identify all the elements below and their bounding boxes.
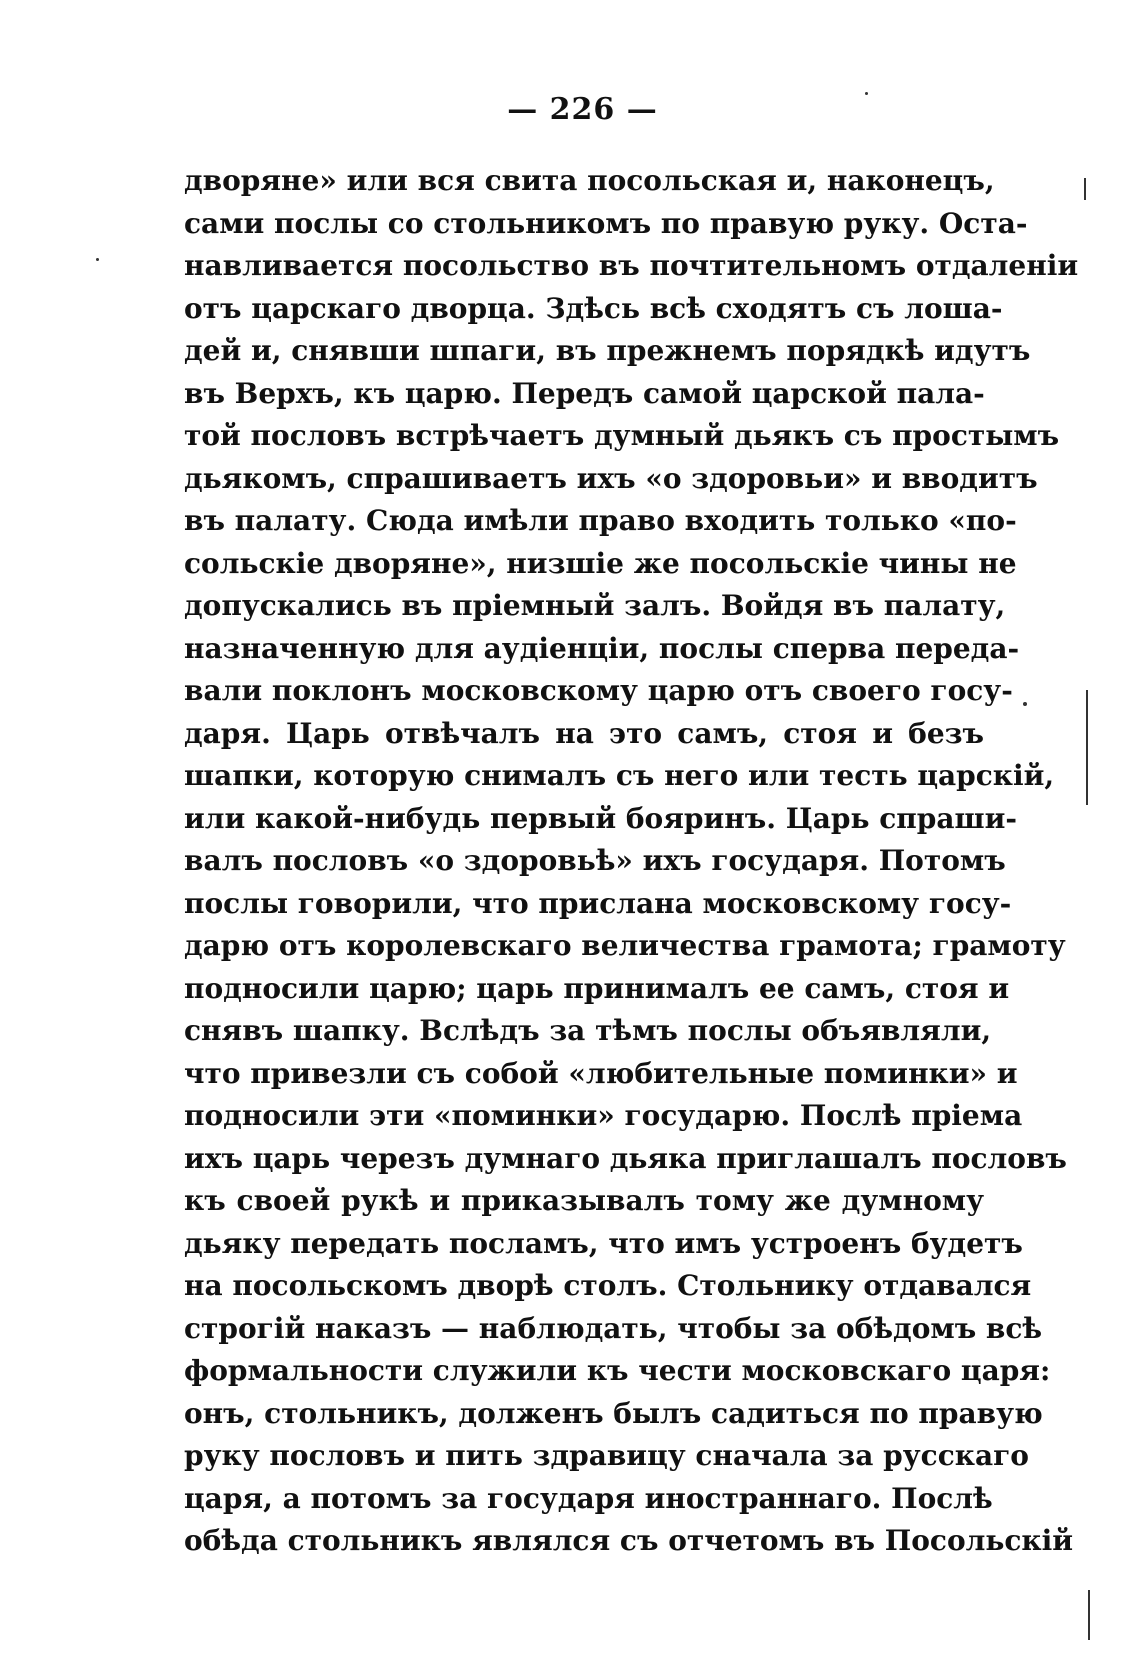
scan-dot (865, 92, 868, 95)
text-line: допускались въ пріемный залъ. Войдя въ палату, (184, 589, 1006, 622)
scan-edge-mark (1086, 690, 1088, 805)
text-line: царя, а потомъ за государя иностраннаго. Послѣ (184, 1481, 993, 1515)
scan-dot (96, 258, 99, 261)
page-number: — 226 — (507, 92, 658, 127)
text-line: той пословъ встрѣчаетъ думный дьякъ съ простымъ (184, 419, 1060, 452)
text-line: обѣда стольникъ являлся съ отчетомъ въ Посольскій (184, 1524, 1074, 1557)
text-line: ихъ царь черезъ думнаго дьяка приглашалъ пословъ (184, 1141, 1067, 1175)
text-line: строгій наказъ — наблюдать, чтобы за обѣдомъ всѣ (184, 1311, 1043, 1345)
text-line: или какой-нибудь первый бояринъ. Царь спраши- (184, 801, 1017, 835)
text-line: къ своей рукѣ и приказывалъ тому же думному (184, 1184, 984, 1217)
text-line: на посольскомъ дворѣ столъ. Стольнику отдавался (184, 1269, 1032, 1302)
text-line: сами послы со стольникомъ по правую руку. Оста- (184, 206, 1028, 240)
text-line: подносили царю; царь принималъ ее самъ, стоя и (184, 971, 1010, 1005)
scan-edge-mark (1088, 1590, 1090, 1640)
text-line: валъ пословъ «о здоровьѣ» ихъ государя. Потомъ (184, 844, 1006, 877)
scan-edge-mark (1084, 178, 1086, 200)
text-line: снявъ шапку. Вслѣдъ за тѣмъ послы объявляли, (184, 1014, 992, 1047)
text-line: отъ царскаго дворца. Здѣсь всѣ сходятъ съ лоша- (184, 291, 1003, 325)
text-line: послы говорили, что прислана московскому госу- (184, 886, 1012, 920)
text-line: дарю отъ королевскаго величества грамота; грамоту (184, 929, 1066, 962)
text-line: назначенную для аудіенціи, послы сперва переда- (184, 631, 1020, 665)
text-line: сольскіе дворяне», низшіе же посольскіе чины не (184, 546, 1017, 580)
text-line: формальности служили къ чести московскаго царя: (184, 1354, 1051, 1387)
text-line: навливается посольство въ почтительномъ отдаленіи (184, 249, 1079, 282)
text-line: дей и, снявши шпаги, въ прежнемъ порядкѣ идутъ (184, 334, 1031, 367)
text-line: дьякомъ, спрашиваетъ ихъ «о здоровьи» и вводитъ (184, 461, 1038, 495)
text-line: дворяне» или вся свита посольская и, наконецъ, (184, 164, 995, 197)
body-text (184, 160, 1079, 1563)
text-line: въ палату. Сюда имѣли право входить только «по- (184, 504, 1017, 537)
text-line: руку пословъ и пить здравицу сначала за русскаго (184, 1439, 1029, 1472)
text-line: что привезли съ собой «любительные поминки» и (184, 1056, 1018, 1090)
text-line: вали поклонъ московскому царю отъ своего госу- (184, 674, 1013, 707)
text-line: подносили эти «поминки» государю. Послѣ пріема (184, 1099, 1023, 1132)
text-line: даря. Царь отвѣчалъ на это самъ, стоя и безъ (184, 716, 984, 750)
text-line: шапки, которую снималъ съ него или тесть царскій, (184, 759, 1055, 792)
text-line: дьяку передать посламъ, что имъ устроенъ будетъ (184, 1226, 1023, 1260)
text-line: онъ, стольникъ, долженъ былъ садиться по правую (184, 1396, 1043, 1430)
text-line: въ Верхъ, къ царю. Передъ самой царской пала- (184, 376, 985, 410)
scan-dot (1023, 702, 1027, 706)
